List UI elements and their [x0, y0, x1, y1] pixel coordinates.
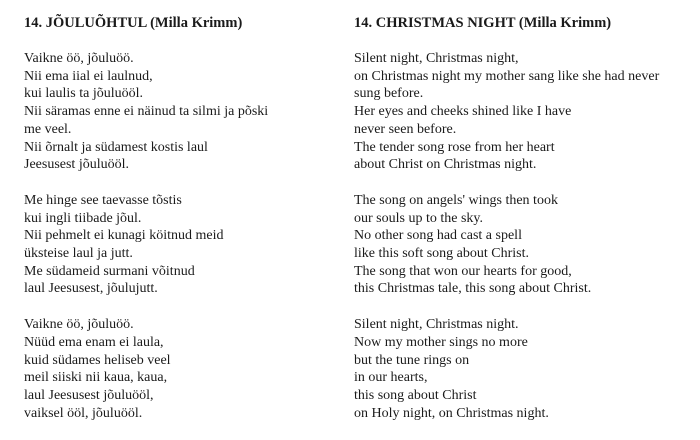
- poem-line: Silent night, Christmas night.: [354, 317, 519, 333]
- estonian-stanza-1: [24, 50, 324, 174]
- poem-line: me veel.: [24, 121, 72, 137]
- poem-line: in our hearts,: [354, 370, 428, 386]
- poem-line: but the tune rings on: [354, 352, 470, 368]
- poem-line: Nüüd ema enam ei laula,: [24, 334, 164, 350]
- english-stanza-3: [354, 316, 694, 422]
- poem-line: our souls up to the sky.: [354, 210, 483, 226]
- poem-line: laul Jeesusest jõuluööl,: [24, 387, 154, 403]
- estonian-column: [24, 14, 324, 440]
- estonian-title: 14. JÕULUÕHTUL (Milla Krimm): [24, 15, 243, 31]
- poem-line: Me hinge see taevasse tõstis: [24, 192, 182, 208]
- poem-line: kui laulis ta jõuluööl.: [24, 86, 143, 102]
- poem-line: Nii ema iial ei laulnud,: [24, 68, 153, 84]
- english-stanza-2: [354, 192, 694, 298]
- poem-line: Her eyes and cheeks shined like I have: [354, 104, 572, 120]
- poem-line: The song on angels' wings then took: [354, 192, 558, 208]
- english-column: [354, 14, 694, 440]
- estonian-stanza-3: [24, 316, 324, 422]
- poem-line: this Christmas tale, this song about Christ.: [354, 281, 592, 297]
- poem-line: Jeesusest jõuluööl.: [24, 157, 129, 173]
- poem-line: on Holy night, on Christmas night.: [354, 405, 549, 421]
- poem-line: laul Jeesusest, jõulujutt.: [24, 281, 158, 297]
- estonian-stanza-2: [24, 192, 324, 298]
- poem-line: like this soft song about Christ.: [354, 246, 529, 262]
- poem-line: Me südameid surmani võitnud: [24, 263, 195, 279]
- poem-line: Silent night, Christmas night,: [354, 51, 519, 66]
- poem-line: No other song had cast a spell: [354, 228, 522, 244]
- poem-line: The song that won our hearts for good,: [354, 263, 572, 279]
- poem-line: Vaikne öö, jõuluöö.: [24, 317, 134, 333]
- poem-line: Now my mother sings no more: [354, 334, 528, 350]
- poem-line: üksteise laul ja jutt.: [24, 246, 133, 262]
- poem-line: about Christ on Christmas night.: [354, 157, 537, 173]
- english-stanza-1: [354, 50, 694, 174]
- poem-line: Nii pehmelt ei kunagi köitnud meid: [24, 228, 224, 244]
- poem-line: Nii säramas enne ei näinud ta silmi ja põski: [24, 104, 269, 120]
- poem-line: sung before.: [354, 86, 424, 102]
- poem-line: never seen before.: [354, 121, 457, 137]
- poem-line: The tender song rose from her heart: [354, 139, 555, 155]
- poem-line: kui ingli tiibade jõul.: [24, 210, 142, 226]
- poem-line: on Christmas night my mother sang like she had never: [354, 68, 660, 84]
- poem-line: vaiksel ööl, jõuluööl.: [24, 405, 143, 421]
- poem-line: meil siiski nii kaua, kaua,: [24, 370, 168, 386]
- poem-line: Nii õrnalt ja südamest kostis laul: [24, 139, 208, 155]
- poem-line: kuid südames heliseb veel: [24, 352, 171, 368]
- poem-line: Vaikne öö, jõuluöö.: [24, 51, 134, 66]
- poem-line: this song about Christ: [354, 387, 477, 403]
- english-title: 14. CHRISTMAS NIGHT (Milla Krimm): [354, 15, 612, 31]
